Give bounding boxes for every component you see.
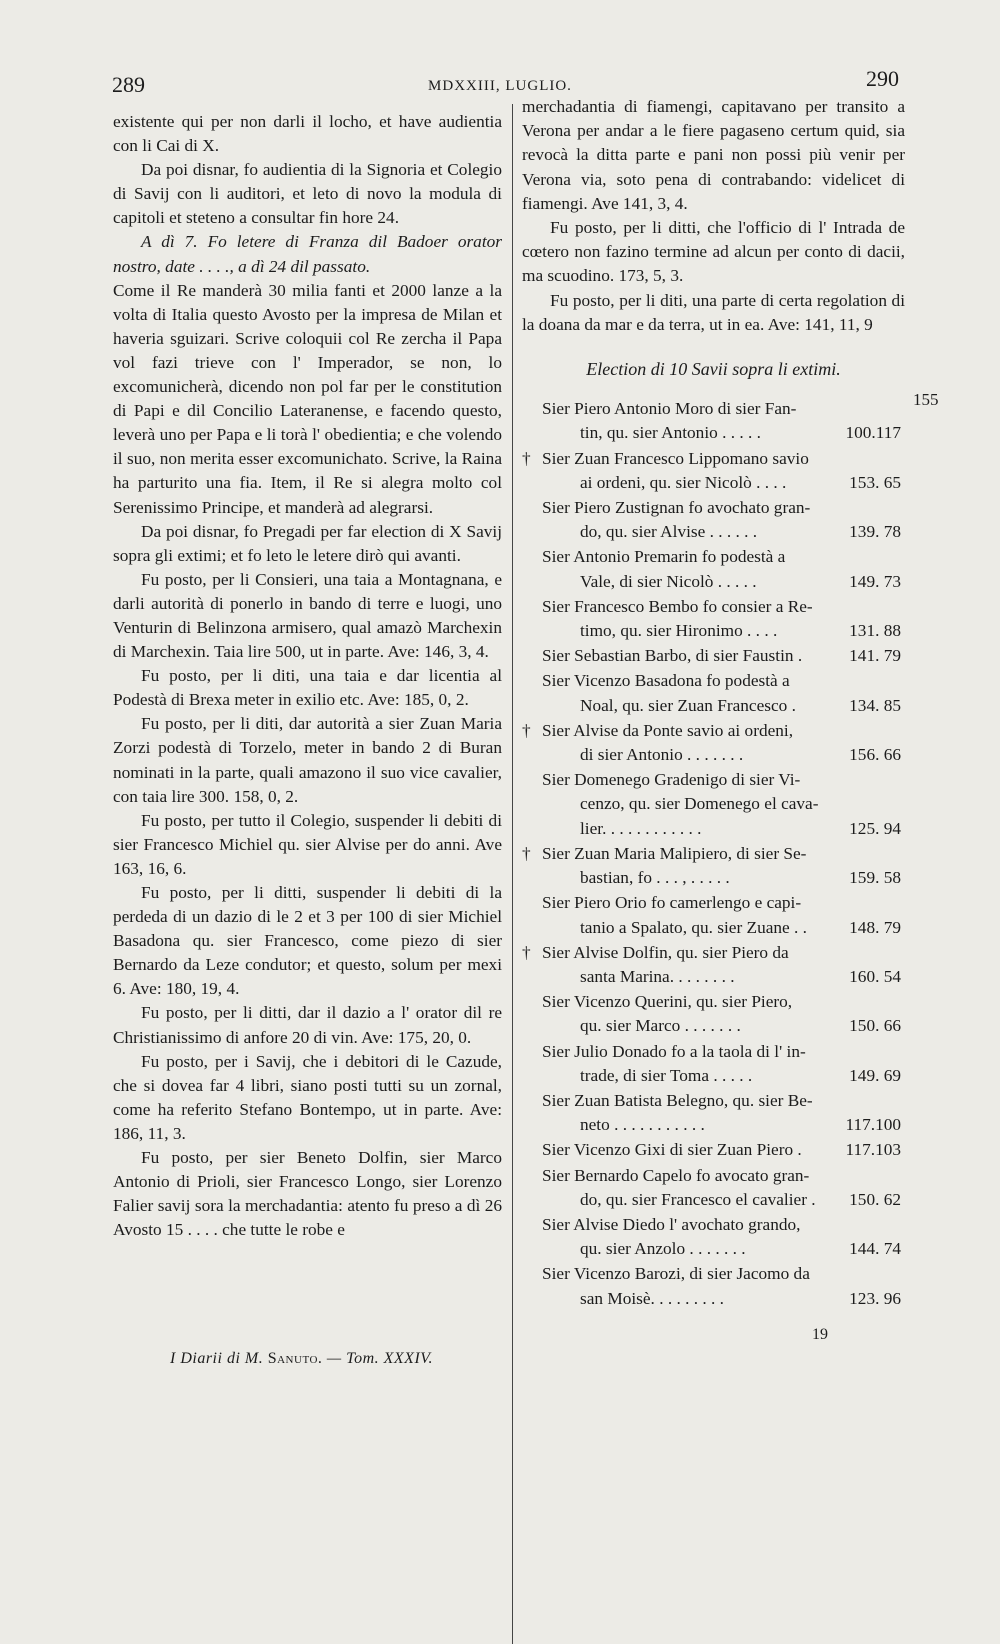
- candidate-name: [542, 1262, 821, 1310]
- paragraph: merchadantia di fiamengi, capitavano per transito a Verona per andar a le fiere pagaseno certum quid, sia revocà la ditta parte e pani non possi più venir per Verona via, soto pena di contrabando: videlicet di fiamengi. Ave 141, 3, 4.: [522, 97, 905, 213]
- right-column: [522, 95, 905, 1312]
- election-entry: [522, 1262, 905, 1310]
- candidate-name-line: Sier Vicenzo Gixi di sier Zuan Piero .: [542, 1140, 802, 1160]
- election-entry: [522, 719, 905, 767]
- paragraph: Fu posto, per li diti, una taia e dar licentia al Podestà di Brexa meter in exilio etc. Ave: 185, 0, 2.: [113, 666, 502, 710]
- candidate-name-line: qu. sier Marco . . . . . . .: [580, 1016, 741, 1036]
- candidate-name: [542, 842, 821, 890]
- footer-text-a: I Diarii di M.: [170, 1350, 264, 1367]
- footer-volume: — Tom. XXXIV.: [326, 1350, 433, 1367]
- election-entry: [522, 990, 905, 1038]
- candidate-name: [542, 1213, 821, 1261]
- paragraph: Fu posto, per li diti, una parte di certa regolation di la doana da mar e da terra, ut in ea. Ave: 141, 11, 9: [522, 290, 905, 334]
- paragraph: Da poi disnar, fo Pregadi per far election di X Savij sopra gli extimi; et fo leto le letere dirò qui avanti.: [113, 521, 502, 565]
- candidate-name-line: Sier Vicenzo Basadona fo podestà a: [542, 671, 790, 691]
- paragraph: Fu posto, per tutto il Colegio, suspender li debiti di sier Francesco Michiel qu. sier Alvise per do anni. Ave 163, 16, 6.: [113, 810, 502, 878]
- candidate-name-line: do, qu. sier Francesco el cavalier .: [580, 1189, 816, 1209]
- vote-count: 149. 73: [849, 571, 901, 591]
- candidate-name: [542, 545, 821, 593]
- candidate-name-line: timo, qu. sier Hironimo . . . .: [580, 621, 778, 641]
- running-title: MDXXIII, LUGLIO.: [428, 78, 572, 94]
- section-title: Election di 10 Savii sopra li extimi.: [586, 359, 841, 380]
- election-entry: [522, 669, 905, 717]
- vote-count: 117.100: [845, 1115, 901, 1135]
- column-divider: [512, 104, 513, 1644]
- candidate-name-line: Sier Zuan Francesco Lippomano savio: [542, 448, 809, 468]
- vote-count: 131. 88: [849, 621, 901, 641]
- candidate-name-line: san Moisè. . . . . . . . .: [580, 1288, 725, 1308]
- candidate-name-line: Vale, di sier Nicolò . . . . .: [580, 571, 757, 591]
- candidate-name-line: Sier Sebastian Barbo, di sier Faustin .: [542, 646, 803, 666]
- paragraph: Fu posto, per i Savij, che i debitori di le Cazude, che si dovea far 4 libri, siano posti tutti su un zornal, come ha referito Stefano Bontempo, ut in parte. Ave: 186, 11, 3.: [113, 1051, 502, 1143]
- election-entry: [522, 447, 905, 495]
- vote-count: 148. 79: [849, 917, 901, 937]
- election-entry: [522, 397, 905, 445]
- candidate-name: [542, 1138, 821, 1162]
- dagger-mark: †: [522, 843, 531, 863]
- candidate-name-line: Sier Bernardo Capelo fo avocato gran-: [542, 1165, 810, 1185]
- candidate-name-line: di sier Antonio . . . . . . .: [580, 745, 744, 765]
- candidate-name-line: Sier Francesco Bembo fo consier a Re-: [542, 596, 813, 616]
- candidate-name: [542, 941, 821, 989]
- candidate-name-line: Noal, qu. sier Zuan Francesco .: [580, 695, 796, 715]
- vote-count: 160. 54: [849, 966, 901, 986]
- candidate-name: [542, 1040, 821, 1088]
- dagger-mark: †: [522, 942, 531, 962]
- candidate-name-line: Sier Zuan Maria Malipiero, di sier Se-: [542, 843, 807, 863]
- candidate-name-line: neto . . . . . . . . . . .: [580, 1115, 705, 1135]
- candidate-name-line: trade, di sier Toma . . . . .: [580, 1065, 753, 1085]
- election-list: [522, 397, 905, 1311]
- paragraph: Come il Re manderà 30 milia fanti et 2000 lanze a la volta di Italia questo Avosto per la impresa de Milan et haveria sguizari. Scrive coloquii col Re zercha il Papa vol fazi trieve con l' Imperador, se non, lo excomunicherà, dicendo non pol far per le constitution di Papi e dil Concilio Lateranense, e facendo questo, leverà uno per Papa e li torà l' obedientia; e che volendo il suo, non merita esser excomunichato. Scrive, la Raina ha parturito una fia. Item, il Re si alegra molto col Serenissimo Principe, et manderà ad alegrarsi.: [113, 280, 502, 517]
- candidate-name-line: tin, qu. sier Antonio . . . . .: [580, 423, 761, 443]
- candidate-name: [542, 1164, 821, 1212]
- candidate-name-line: Sier Piero Zustignan fo avochato gran-: [542, 498, 811, 518]
- candidate-name-line: Sier Piero Antonio Moro di sier Fan-: [542, 399, 797, 419]
- candidate-name-line: santa Marina. . . . . . . .: [580, 966, 735, 986]
- election-entry: [522, 768, 905, 841]
- paragraph: Fu posto, per li ditti, suspender li debiti di la perdeda di un dazio di le 2 et 3 per 100 di sier Michiel Basadona qu. sier Francesco, come piezo di sier Bernardo da Leze condutor; et questo, solum per mexi 6. Ave: 180, 19, 4.: [113, 883, 502, 999]
- margin-number: 155: [913, 390, 939, 409]
- election-entry: [522, 496, 905, 544]
- vote-count: 117.103: [845, 1140, 901, 1160]
- vote-count: 139. 78: [849, 522, 901, 542]
- candidate-name-line: Sier Vicenzo Querini, qu. sier Piero,: [542, 992, 793, 1012]
- election-entry: [522, 1089, 905, 1137]
- dagger-mark: †: [522, 720, 531, 740]
- candidate-name-line: Sier Antonio Premarin fo podestà a: [542, 547, 786, 567]
- candidate-name: [542, 595, 821, 643]
- candidate-name: [542, 768, 821, 841]
- candidate-name-line: Sier Julio Donado fo a la taola di l' in-: [542, 1041, 806, 1061]
- election-entry: [522, 644, 905, 668]
- candidate-name-line: Sier Alvise Dolfin, qu. sier Piero da: [542, 942, 789, 962]
- candidate-name-line: Sier Vicenzo Barozi, di sier Jacomo da: [542, 1264, 810, 1284]
- election-entry: [522, 891, 905, 939]
- vote-count: 153. 65: [849, 472, 901, 492]
- candidate-name: [542, 719, 821, 767]
- vote-count: 150. 66: [849, 1016, 901, 1036]
- vote-count: 100.117: [845, 423, 901, 443]
- signature-mark: 19: [812, 1326, 828, 1343]
- paragraph: Fu posto, per li ditti, che l'officio di l' Intrada de cœtero non fazino termine ad alcun per conto di dacii, ma scuodino. 173, 5, 3.: [522, 218, 905, 286]
- election-entry: [522, 1040, 905, 1088]
- candidate-name-line: Sier Piero Orio fo camerlengo e capi-: [542, 893, 802, 913]
- vote-count: 123. 96: [849, 1288, 901, 1308]
- candidate-name-line: bastian, fo . . . , . . . . .: [580, 868, 730, 888]
- vote-count: 150. 62: [849, 1189, 901, 1209]
- right-column-paragraphs: [522, 95, 905, 337]
- vote-count: 159. 58: [849, 868, 901, 888]
- paragraph: Fu posto, per li diti, dar autorità a sier Zuan Maria Zorzi podestà di Torzelo, meter in bando 2 di Buran nominati in la parte, quali amazono il suo vice cavalier, con taia lire 300. 158, 0, 2.: [113, 714, 502, 806]
- candidate-name: [542, 447, 821, 495]
- vote-count: 149. 69: [849, 1065, 901, 1085]
- left-column: [113, 110, 502, 1242]
- candidate-name: [542, 496, 821, 544]
- page-footer: [170, 1350, 433, 1368]
- candidate-name-line: Sier Zuan Batista Belegno, qu. sier Be-: [542, 1090, 813, 1110]
- paragraph: Fu posto, per li ditti, dar il dazio a l' orator dil re Christianissimo di anfore 20 di vin. Ave: 175, 20, 0.: [113, 1003, 502, 1047]
- election-entry: [522, 595, 905, 643]
- candidate-name-line: cenzo, qu. sier Domenego el cava-: [580, 794, 819, 814]
- election-entry: [522, 842, 905, 890]
- paragraph: Da poi disnar, fo audientia di la Signoria et Colegio di Savij con li auditori, et leto di novo la modula di capitoli et steteno a consultar fin hore 24.: [113, 160, 502, 228]
- left-page-number: 289: [112, 72, 145, 97]
- candidate-name-line: qu. sier Anzolo . . . . . . .: [580, 1239, 746, 1259]
- candidate-name: [542, 397, 821, 445]
- footer-author: Sanuto.: [267, 1350, 323, 1367]
- election-entry: [522, 941, 905, 989]
- candidate-name-line: do, qu. sier Alvise . . . . . .: [580, 522, 758, 542]
- vote-count: 134. 85: [849, 695, 901, 715]
- candidate-name: [542, 891, 821, 939]
- candidate-name-line: Sier Domenego Gradenigo di sier Vi-: [542, 770, 801, 790]
- election-entry: [522, 1213, 905, 1261]
- election-entry: [522, 1138, 905, 1162]
- candidate-name-line: Sier Alvise da Ponte savio ai ordeni,: [542, 720, 794, 740]
- right-page-number: 290: [866, 66, 899, 91]
- paragraph: Fu posto, per li Consieri, una taia a Montagnana, e darli autorità di ponerlo in bando di terre e luogi, uno Venturin di Belinzona armisero, qual amazò Marchexin di Marchexin. Taia lire 500, ut in parte. Ave: 146, 3, 4.: [113, 569, 502, 662]
- candidate-name-line: ai ordeni, qu. sier Nicolò . . . .: [580, 472, 787, 492]
- candidate-name-line: lier. . . . . . . . . . . .: [580, 818, 702, 838]
- candidate-name: [542, 990, 821, 1038]
- candidate-name-line: Sier Alvise Diedo l' avochato grando,: [542, 1214, 801, 1234]
- election-entry: [522, 1164, 905, 1212]
- candidate-name: [542, 644, 821, 668]
- election-entry: [522, 545, 905, 593]
- candidate-name: [542, 669, 821, 717]
- vote-count: 156. 66: [849, 745, 901, 765]
- vote-count: 144. 74: [849, 1239, 901, 1259]
- paragraph: Fu posto, per sier Beneto Dolfin, sier Marco Antonio di Prioli, sier Francesco Longo, sier Lorenzo Falier savij sora la merchadantia: atento fu preso a dì 26 Avosto 15 . . . . che tutte le robe e: [113, 1148, 502, 1240]
- dagger-mark: †: [522, 448, 531, 468]
- candidate-name-line: tanio a Spalato, qu. sier Zuane . .: [580, 917, 807, 937]
- paragraph: A dì 7. Fo letere di Franza dil Badoer orator nostro, date . . . ., a dì 24 dil passato.: [113, 232, 502, 276]
- paragraph: existente qui per non darli il locho, et have audientia con li Cai di X.: [113, 112, 502, 156]
- candidate-name: [542, 1089, 821, 1137]
- vote-count: 141. 79: [849, 646, 901, 666]
- vote-count: 125. 94: [849, 818, 901, 838]
